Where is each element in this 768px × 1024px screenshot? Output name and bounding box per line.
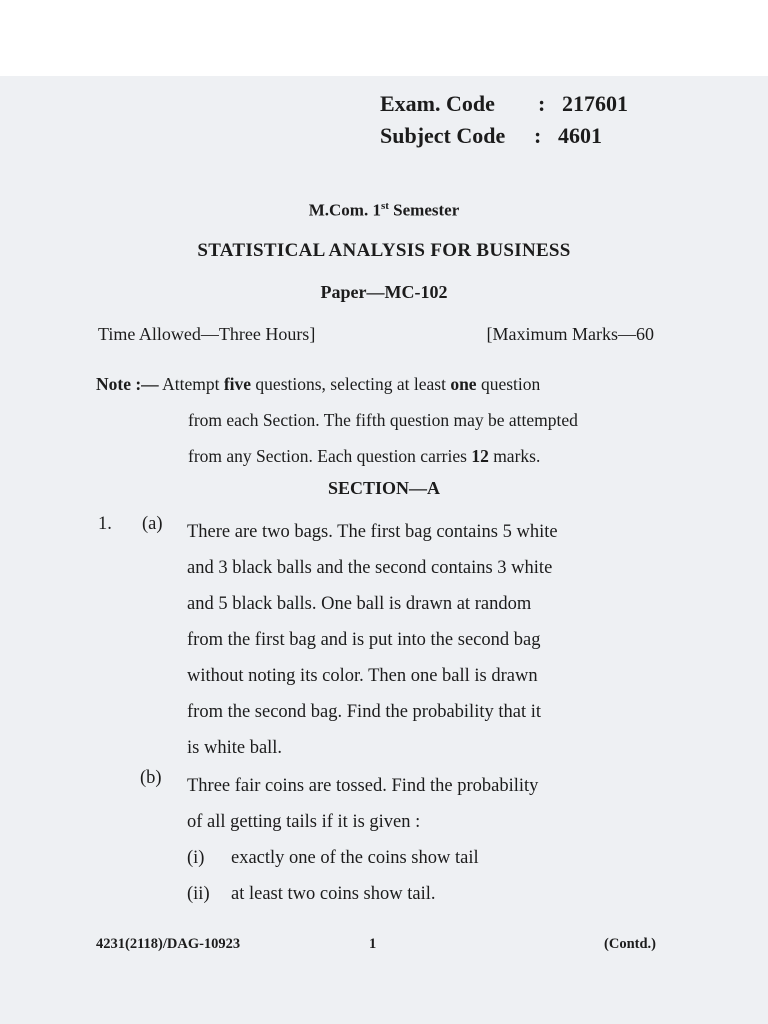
note-text-1c: questions, selecting at least [251, 374, 451, 394]
instructions-note [96, 366, 656, 474]
exam-codes-block [380, 88, 628, 152]
exam-code-label: Exam. Code [380, 91, 495, 116]
paper-title: STATISTICAL ANALYSIS FOR BUSINESS [197, 240, 571, 261]
note-text-3c: marks. [488, 446, 541, 466]
part-a-line: from the first bag and is put into the second bag [187, 630, 541, 650]
note-text-1e: question [476, 374, 541, 394]
sub-i-text: exactly one of the coins show tail [231, 848, 479, 868]
part-a-line: from the second bag. Find the probability that it [187, 702, 542, 722]
subject-code-colon: : [534, 123, 542, 148]
section-a-heading: SECTION—A [327, 478, 441, 498]
part-a-marker: (a) [142, 514, 163, 534]
subject-code-row [380, 120, 628, 152]
course-superscript: st [380, 200, 389, 212]
note-line-3 [96, 438, 656, 474]
footer-code: 4231(2118)/DAG-10923 [96, 936, 241, 952]
note-line-1 [96, 366, 656, 402]
part-b-line: of all getting tails if it is given : [187, 812, 421, 832]
sub-ii-marker: (ii) [187, 884, 210, 904]
exam-code-colon: : [538, 91, 546, 116]
part-a-line: and 5 black balls. One ball is drawn at random [187, 594, 532, 614]
sub-i-marker: (i) [187, 848, 205, 868]
part-a-line: and 3 black balls and the second contains 3 white [187, 558, 553, 578]
exam-page [0, 76, 768, 1024]
subject-code-value: 4601 [558, 123, 602, 148]
question-number: 1. [98, 514, 112, 534]
time-marks-row [98, 324, 654, 345]
part-b-text [187, 768, 657, 840]
part-a-line: is white ball. [187, 738, 283, 758]
maximum-marks: [Maximum Marks—60 [486, 324, 654, 344]
note-marks: 12 [471, 446, 489, 466]
course-suffix: Semester [388, 200, 460, 220]
contd-label: (Contd.) [604, 936, 656, 952]
part-b-line: Three fair coins are tossed. Find the probability [187, 776, 539, 796]
subject-code-label: Subject Code [380, 123, 506, 148]
time-allowed: Time Allowed—Three Hours] [98, 324, 316, 344]
note-text-1a: Attempt [158, 374, 224, 394]
part-a-line: without noting its color. Then one ball is drawn [187, 666, 538, 686]
course-prefix: M.Com. 1 [308, 200, 381, 220]
part-b-marker: (b) [140, 768, 162, 788]
note-one: one [450, 374, 477, 394]
note-five: five [223, 374, 252, 394]
paper-number: Paper—MC-102 [320, 282, 448, 302]
note-line-2: from each Section. The fifth question may be attempted [188, 410, 578, 430]
exam-code-value: 217601 [562, 91, 628, 116]
exam-code-row [380, 88, 628, 120]
note-label: Note :— [96, 374, 159, 394]
part-a-text [187, 514, 657, 766]
sub-ii-text: at least two coins show tail. [231, 884, 436, 904]
course-heading [0, 200, 768, 221]
page-number: 1 [369, 936, 377, 952]
part-a-line: There are two bags. The first bag contains 5 white [187, 522, 558, 542]
note-text-3a: from any Section. Each question carries [188, 446, 472, 466]
